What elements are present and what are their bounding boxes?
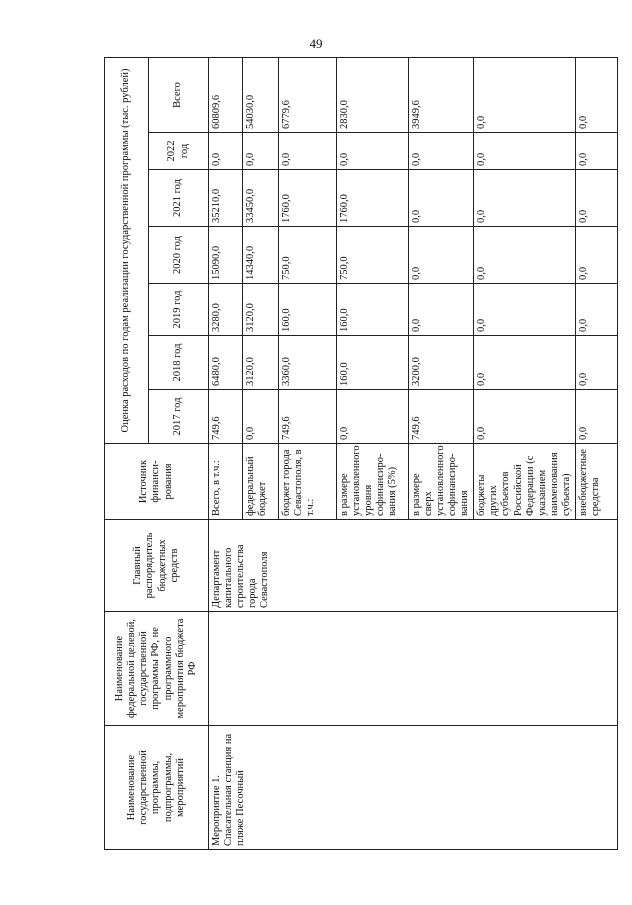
source-cell: бюджеты других субъектов Российской Федерации (с указанием наименования субъекта) — [474, 444, 576, 520]
value-cell: 54030,0 — [243, 57, 279, 132]
value-cell: 0,0 — [243, 390, 279, 444]
value-cell: 2830,0 — [337, 57, 409, 132]
value-cell: 0,0 — [409, 170, 474, 227]
header-administrator: Главный распорядитель бюджетных средств — [105, 520, 209, 612]
value-cell: 0,0 — [575, 284, 617, 336]
value-cell: 3949,6 — [409, 57, 474, 132]
header-source: Источник финанси-рования — [105, 444, 209, 520]
source-cell: внебюджетные средства — [575, 444, 617, 520]
federal-program-cell — [209, 612, 618, 726]
value-cell: 0,0 — [575, 133, 617, 170]
value-cell: 0,0 — [474, 170, 576, 227]
value-cell: 0,0 — [337, 133, 409, 170]
value-cell: 35210,0 — [209, 170, 243, 227]
value-cell: 0,0 — [575, 57, 617, 132]
value-cell: 0,0 — [409, 133, 474, 170]
value-cell: 749,6 — [279, 390, 337, 444]
table-row — [209, 57, 243, 849]
value-cell: 0,0 — [474, 390, 576, 444]
header-total: Всего — [149, 57, 209, 132]
header-year: 2017 год — [149, 390, 209, 444]
value-cell: 3280,0 — [209, 284, 243, 336]
value-cell: 0,0 — [575, 336, 617, 390]
header-year: 2020 год — [149, 227, 209, 284]
value-cell: 0,0 — [337, 390, 409, 444]
value-cell: 160,0 — [337, 284, 409, 336]
source-cell: Всего, в т.ч.: — [209, 444, 243, 520]
value-cell: 749,6 — [209, 390, 243, 444]
value-cell: 0,0 — [409, 284, 474, 336]
header-expense-group: Оценка расходов по годам реализации государственной программы (тыс. рублей) — [105, 57, 149, 443]
header-year: 2021 год — [149, 170, 209, 227]
value-cell: 0,0 — [474, 57, 576, 132]
value-cell: 3120,0 — [243, 336, 279, 390]
value-cell: 160,0 — [279, 284, 337, 336]
value-cell: 14340,0 — [243, 227, 279, 284]
value-cell: 60809,6 — [209, 57, 243, 132]
value-cell: 3200,0 — [409, 336, 474, 390]
value-cell: 3120,0 — [243, 284, 279, 336]
value-cell: 1760,0 — [337, 170, 409, 227]
header-year: 2022 год — [149, 133, 209, 170]
administrator-cell: Департамент капитального строительства города Севастополя — [209, 520, 618, 612]
source-cell: в размере установленного уровня софинансиро-вания (5%) — [337, 444, 409, 520]
value-cell: 15090,0 — [209, 227, 243, 284]
value-cell: 160,0 — [337, 336, 409, 390]
value-cell: 0,0 — [474, 133, 576, 170]
value-cell: 0,0 — [409, 227, 474, 284]
value-cell: 0,0 — [474, 284, 576, 336]
value-cell: 750,0 — [337, 227, 409, 284]
source-cell: в размере сверх установленного софинансиро-вания — [409, 444, 474, 520]
header-federal-program: Наименование федеральной целевой, государственной программы РФ, не программного мероприятия бюджета РФ — [105, 612, 209, 726]
value-cell: 0,0 — [243, 133, 279, 170]
header-year: 2019 год — [149, 284, 209, 336]
header-year: 2018 год — [149, 336, 209, 390]
source-cell: бюджет города Севастополя, в т.ч.: — [279, 444, 337, 520]
value-cell: 750,0 — [279, 227, 337, 284]
value-cell: 6779,6 — [279, 57, 337, 132]
value-cell: 0,0 — [209, 133, 243, 170]
value-cell: 6480,0 — [209, 336, 243, 390]
value-cell: 0,0 — [474, 227, 576, 284]
value-cell: 0,0 — [575, 390, 617, 444]
value-cell: 0,0 — [575, 227, 617, 284]
value-cell: 1760,0 — [279, 170, 337, 227]
value-cell: 749,6 — [409, 390, 474, 444]
value-cell: 0,0 — [279, 133, 337, 170]
value-cell: 3360,0 — [279, 336, 337, 390]
value-cell: 33450,0 — [243, 170, 279, 227]
event-name: Мероприятие 1. Спасательная станция на пляже Песочный — [209, 726, 618, 850]
source-cell: федеральный бюджет — [243, 444, 279, 520]
value-cell: 0,0 — [474, 336, 576, 390]
table-container — [104, 58, 601, 850]
page-number: 49 — [309, 36, 323, 51]
header-program-name: Наименование государственной программы, подпрограммы, мероприятий — [105, 726, 209, 850]
value-cell: 0,0 — [575, 170, 617, 227]
rotated-table — [104, 58, 601, 850]
budget-table — [104, 57, 618, 850]
